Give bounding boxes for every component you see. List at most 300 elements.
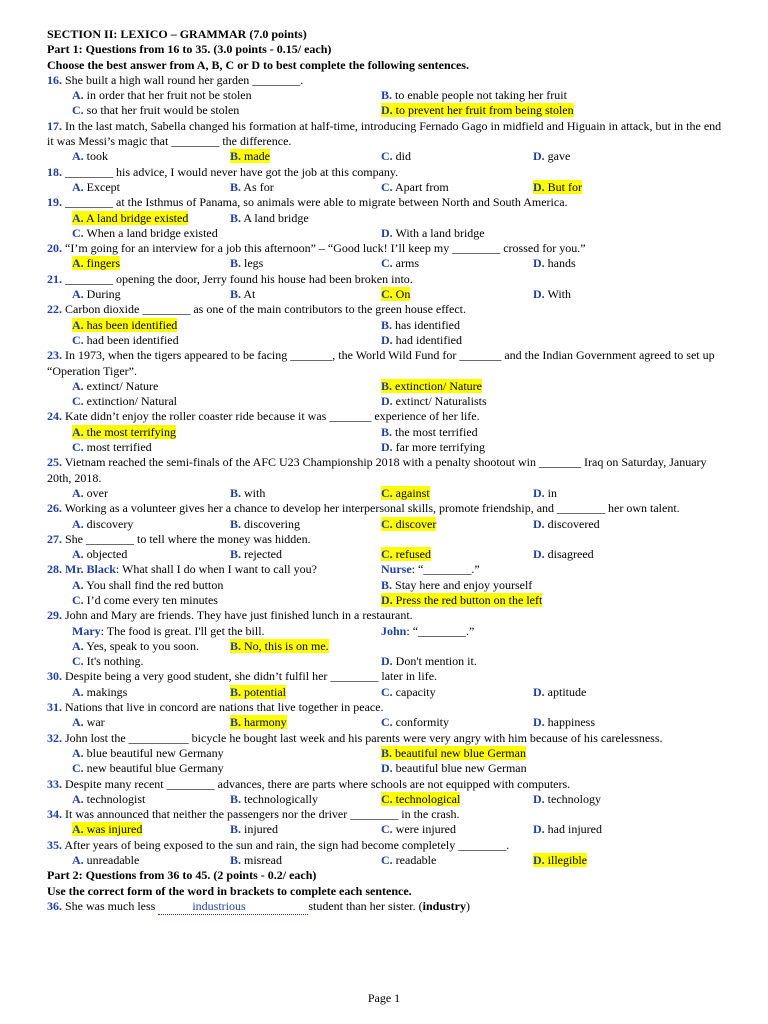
- option-d[interactable]: [381, 333, 462, 348]
- option-text: discovering: [244, 516, 301, 531]
- option-letter: C.: [72, 332, 84, 347]
- option-c[interactable]: [72, 333, 179, 348]
- option-a[interactable]: [72, 715, 105, 730]
- option-letter: C.: [72, 394, 84, 409]
- option-text: Press the red button on the left: [395, 592, 543, 607]
- option-a[interactable]: [72, 287, 121, 302]
- option-b[interactable]: [230, 715, 287, 730]
- option-b[interactable]: [381, 318, 460, 333]
- option-text: happiness: [547, 715, 595, 730]
- option-text: took: [86, 149, 109, 164]
- question-number: 30.: [47, 669, 62, 684]
- option-letter: D.: [533, 149, 545, 164]
- option-text: As for: [243, 179, 274, 194]
- option-d[interactable]: [381, 593, 542, 608]
- question-number: 18.: [47, 164, 62, 179]
- option-text: in order that her fruit not be stolen: [86, 88, 252, 103]
- question-text: She ________ to tell where the money was hidden.: [65, 531, 311, 546]
- question-number: 22.: [47, 302, 62, 317]
- option-d[interactable]: [381, 654, 477, 669]
- question-25: [47, 455, 730, 501]
- question-21: [47, 272, 730, 303]
- option-letter: C.: [381, 822, 393, 837]
- option-letter: A.: [72, 715, 84, 730]
- option-letter: B.: [230, 256, 242, 271]
- option-text: gave: [547, 149, 571, 164]
- option-c[interactable]: [381, 853, 436, 868]
- option-text: readable: [395, 853, 437, 868]
- option-letter: B.: [230, 516, 242, 531]
- question-number: 20.: [47, 241, 62, 256]
- question-24: [47, 409, 730, 455]
- option-b[interactable]: [230, 853, 282, 868]
- option-letter: D.: [381, 225, 393, 240]
- question-text: ________ opening the door, Jerry found his house had been broken into.: [65, 271, 413, 286]
- option-c[interactable]: [72, 761, 224, 776]
- option-a[interactable]: [72, 822, 142, 837]
- option-letter: B.: [381, 745, 393, 760]
- option-d[interactable]: [533, 486, 557, 501]
- question-29: [47, 608, 730, 669]
- option-text: During: [86, 287, 121, 302]
- option-b[interactable]: [381, 379, 482, 394]
- option-text: injured: [244, 822, 279, 837]
- option-letter: D.: [533, 485, 545, 500]
- option-letter: A.: [72, 149, 84, 164]
- option-a[interactable]: [72, 547, 127, 562]
- question-26: [47, 501, 730, 532]
- option-letter: C.: [72, 592, 84, 607]
- option-c[interactable]: [381, 685, 436, 700]
- option-letter: C.: [72, 103, 84, 118]
- option-letter: C.: [381, 547, 393, 562]
- option-letter: D.: [533, 516, 545, 531]
- option-letter: A.: [72, 516, 84, 531]
- option-d[interactable]: [533, 822, 602, 837]
- option-b[interactable]: [230, 792, 318, 807]
- option-text: in: [547, 485, 558, 500]
- option-a[interactable]: [72, 792, 145, 807]
- option-text: technology: [547, 791, 601, 806]
- question-number: 27.: [47, 531, 62, 546]
- option-text: potential: [244, 684, 287, 699]
- option-letter: B.: [230, 149, 242, 164]
- option-text: You shall find the red button: [86, 577, 224, 592]
- option-b[interactable]: [230, 517, 300, 532]
- option-letter: B.: [230, 210, 242, 225]
- question-text: : What shall I do when I want to call you?: [115, 562, 317, 577]
- option-d[interactable]: [533, 547, 594, 562]
- option-b[interactable]: [381, 578, 532, 593]
- option-text: No, this is on me.: [244, 638, 329, 653]
- option-a[interactable]: [72, 256, 120, 271]
- option-a[interactable]: [72, 685, 127, 700]
- question-text: Despite being a very good student, she didn’t fulfil her ________ later in life.: [65, 669, 438, 684]
- option-b[interactable]: [230, 639, 329, 654]
- question-28: [47, 562, 730, 608]
- option-text: with: [244, 485, 266, 500]
- option-letter: D.: [381, 103, 393, 118]
- option-text: refused: [395, 547, 431, 562]
- option-letter: B.: [230, 684, 242, 699]
- option-c[interactable]: [381, 486, 430, 501]
- option-a[interactable]: [72, 425, 176, 440]
- speaker-name: Nurse: [381, 562, 412, 577]
- option-b[interactable]: [230, 149, 270, 164]
- option-letter: C.: [381, 179, 393, 194]
- option-text: illegible: [547, 853, 587, 868]
- page-footer: Page 1: [367, 991, 401, 1005]
- question-number: 25.: [47, 455, 62, 470]
- option-letter: D.: [381, 592, 393, 607]
- option-b[interactable]: [230, 685, 286, 700]
- question-text: Working as a volunteer gives her a chance to develop her interpersonal skills, promote friendship, and ________ her own talent.: [64, 501, 680, 516]
- option-d[interactable]: [533, 792, 601, 807]
- question-text: John lost the __________ bicycle he bought last week and his parents were very angry with him because of his carelessness.: [65, 730, 663, 745]
- option-b[interactable]: [230, 180, 274, 195]
- option-text: technologically: [244, 791, 318, 806]
- question-17: [47, 119, 730, 165]
- part2-instruction: Use the correct form of the word in brackets to complete each sentence.: [47, 883, 412, 898]
- option-letter: C.: [381, 516, 393, 531]
- option-b[interactable]: [381, 425, 478, 440]
- question-number: 35.: [47, 837, 62, 852]
- option-text: But for: [547, 179, 583, 194]
- option-text: A land bridge: [243, 210, 309, 225]
- question-23: [47, 348, 730, 409]
- option-b[interactable]: [230, 256, 263, 271]
- option-text: I’d come every ten minutes: [86, 592, 218, 607]
- option-text: arms: [395, 256, 419, 271]
- option-d[interactable]: [533, 853, 587, 868]
- question-text: In 1973, when the tigers appeared to be facing _______, the World Wild Fund for _______ and the Indian Government agreed to set up “Operation Tiger”.: [47, 348, 715, 378]
- option-text: At: [243, 287, 256, 302]
- option-b[interactable]: [381, 88, 567, 103]
- option-text: far more terrifying: [395, 440, 485, 455]
- option-letter: A.: [72, 822, 84, 837]
- option-d[interactable]: [381, 394, 487, 409]
- option-letter: C.: [381, 853, 393, 868]
- option-d[interactable]: [533, 517, 600, 532]
- question-number: 31.: [47, 700, 62, 715]
- option-letter: C.: [381, 684, 393, 699]
- option-text: disagreed: [547, 547, 594, 562]
- question-text: Despite many recent ________ advances, there are parts where schools are not equipped with computers.: [65, 776, 571, 791]
- option-c[interactable]: [381, 287, 410, 302]
- option-letter: B.: [230, 638, 242, 653]
- question-number: 34.: [47, 807, 62, 822]
- question-22: [47, 302, 730, 348]
- section-title: SECTION II: LEXICO – GRAMMAR (7.0 points): [47, 27, 307, 41]
- option-b[interactable]: [381, 746, 526, 761]
- option-a[interactable]: [72, 180, 120, 195]
- option-text: did: [395, 149, 412, 164]
- option-c[interactable]: [381, 547, 431, 562]
- question-text: She built a high wall round her garden ________.: [65, 72, 304, 87]
- option-a[interactable]: [72, 379, 158, 394]
- question-number: 21.: [47, 271, 62, 286]
- option-d[interactable]: [533, 715, 595, 730]
- option-letter: B.: [230, 547, 242, 562]
- option-text: had identified: [395, 332, 462, 347]
- option-letter: B.: [230, 485, 242, 500]
- question-number: 28.: [47, 562, 62, 577]
- question-19: [47, 195, 730, 241]
- speaker-name: Mr. Black: [65, 562, 116, 577]
- option-text: rejected: [244, 547, 282, 562]
- option-letter: A.: [72, 684, 84, 699]
- option-letter: A.: [72, 638, 84, 653]
- option-letter: D.: [533, 256, 545, 271]
- option-b[interactable]: [230, 486, 265, 501]
- speaker-name: Mary: [72, 623, 101, 638]
- option-d[interactable]: [533, 287, 571, 302]
- question-number: 33.: [47, 776, 62, 791]
- option-d[interactable]: [381, 761, 527, 776]
- option-letter: D.: [533, 179, 545, 194]
- option-letter: A.: [72, 256, 84, 271]
- option-text: beautiful new blue German: [395, 745, 526, 760]
- option-letter: C.: [381, 791, 393, 806]
- option-letter: C.: [72, 225, 84, 240]
- option-letter: D.: [533, 791, 545, 806]
- option-text: misread: [244, 853, 283, 868]
- question-number: 23.: [47, 348, 62, 363]
- part2-title: Part 2: Questions from 36 to 45. (2 points - 0.2/ each): [47, 868, 317, 883]
- option-text: fingers: [86, 256, 120, 271]
- option-text: It's nothing.: [86, 654, 144, 669]
- question-text: ________ at the Isthmus of Panama, so animals were able to migrate between North and South America.: [65, 195, 568, 210]
- option-c[interactable]: [381, 822, 456, 837]
- question-number: 29.: [47, 608, 62, 623]
- option-letter: D.: [533, 822, 545, 837]
- option-letter: D.: [533, 715, 545, 730]
- option-letter: B.: [230, 853, 242, 868]
- question-text: “I’m going for an interview for a job this afternoon” – “Good luck! I’ll keep my ________ crossed for you.”: [65, 241, 586, 256]
- question-30: [47, 669, 730, 700]
- question-text: ________ his advice, I would never have got the job at this company.: [65, 164, 399, 179]
- question-text: It was announced that neither the passengers nor the driver ________ in the crash.: [65, 807, 460, 822]
- option-letter: C.: [381, 256, 393, 271]
- option-letter: B.: [381, 317, 393, 332]
- option-letter: A.: [72, 210, 84, 225]
- option-letter: A.: [72, 287, 84, 302]
- option-b[interactable]: [230, 211, 309, 226]
- option-d[interactable]: [533, 149, 570, 164]
- option-text: had been identified: [86, 332, 179, 347]
- option-d[interactable]: [533, 685, 586, 700]
- option-c[interactable]: [72, 654, 144, 669]
- option-text: discovered: [547, 516, 600, 531]
- option-text: blue beautiful new Germany: [86, 745, 224, 760]
- option-text: When a land bridge existed: [86, 225, 218, 240]
- option-text: Except: [86, 179, 120, 194]
- option-text: were injured: [395, 822, 456, 837]
- question-number: 26.: [47, 501, 62, 516]
- option-text: over: [86, 485, 108, 500]
- option-c[interactable]: [72, 103, 239, 118]
- option-letter: B.: [230, 287, 242, 302]
- option-c[interactable]: [72, 440, 152, 455]
- option-letter: A.: [72, 791, 84, 806]
- option-a[interactable]: [72, 517, 133, 532]
- option-letter: C.: [72, 761, 84, 776]
- option-a[interactable]: [72, 486, 108, 501]
- option-letter: B.: [381, 88, 393, 103]
- option-text: With a land bridge: [395, 225, 485, 240]
- option-text: the most terrified: [395, 424, 478, 439]
- question-text: Nations that live in concord are nations that live together in peace.: [65, 700, 384, 715]
- option-text: against: [395, 485, 430, 500]
- option-d[interactable]: [381, 440, 485, 455]
- option-letter: D.: [381, 654, 393, 669]
- option-b[interactable]: [230, 547, 282, 562]
- option-text: legs: [244, 256, 264, 271]
- question-31: [47, 700, 730, 731]
- question-text: She was much less: [65, 898, 156, 913]
- option-text: harmony: [244, 715, 287, 730]
- option-text: makings: [86, 684, 128, 699]
- option-text: to prevent her fruit from being stolen: [395, 103, 574, 118]
- option-text: With: [547, 287, 571, 302]
- option-text: new beautiful blue Germany: [86, 761, 224, 776]
- option-text: had injured: [547, 822, 602, 837]
- option-letter: C.: [381, 287, 393, 302]
- option-text: war: [86, 715, 105, 730]
- option-text: has identified: [395, 317, 460, 332]
- close-paren: ): [466, 898, 470, 913]
- option-text: objected: [86, 547, 128, 562]
- option-text: to enable people not taking her fruit: [395, 88, 567, 103]
- option-letter: A.: [72, 378, 84, 393]
- question-text: Carbon dioxide ________ as one of the main contributors to the green house effect.: [65, 302, 467, 317]
- option-text: beautiful blue new German: [395, 761, 527, 776]
- option-text: discover: [395, 516, 437, 531]
- question-text: After years of being exposed to the sun and rain, the sign had become completely ________.: [64, 837, 510, 852]
- option-d[interactable]: [381, 103, 574, 118]
- question-27: [47, 532, 730, 563]
- option-text: extinction/ Natural: [86, 394, 177, 409]
- question-number: 16.: [47, 72, 62, 87]
- option-c[interactable]: [381, 180, 449, 195]
- option-a[interactable]: [72, 88, 252, 103]
- option-d[interactable]: [533, 180, 582, 195]
- question-text-after: student than her sister. (: [308, 898, 423, 913]
- option-letter: A.: [72, 424, 84, 439]
- answer-blank: [158, 899, 308, 915]
- option-text: was injured: [86, 822, 143, 837]
- option-text: Stay here and enjoy yourself: [395, 577, 533, 592]
- option-a[interactable]: [72, 578, 223, 593]
- question-32: [47, 731, 730, 777]
- question-20: [47, 241, 730, 272]
- option-text: most terrified: [86, 440, 152, 455]
- option-letter: A.: [72, 485, 84, 500]
- option-b[interactable]: [230, 287, 255, 302]
- option-letter: A.: [72, 317, 84, 332]
- option-c[interactable]: [381, 149, 411, 164]
- question-text: Vietnam reached the semi-finals of the AFC U23 Championship 2018 with a penalty shootout win _______ Iraq on Saturday, January 20th, 2018.: [47, 455, 707, 485]
- option-text: aptitude: [547, 684, 587, 699]
- option-d[interactable]: [533, 256, 576, 271]
- option-a[interactable]: [72, 149, 108, 164]
- option-letter: C.: [72, 440, 84, 455]
- option-text: made: [244, 149, 271, 164]
- part1-instruction: Choose the best answer from A, B, C or D to best complete the following sentences.: [47, 57, 469, 72]
- option-c[interactable]: [72, 593, 218, 608]
- option-letter: A.: [72, 179, 84, 194]
- option-letter: D.: [533, 547, 545, 562]
- option-letter: A.: [72, 88, 84, 103]
- question-number: 17.: [47, 118, 62, 133]
- option-c[interactable]: [72, 226, 218, 241]
- option-letter: B.: [381, 424, 393, 439]
- option-letter: A.: [72, 547, 84, 562]
- option-letter: B.: [230, 791, 242, 806]
- option-a[interactable]: [72, 318, 177, 333]
- dialogue-text: : “________.”: [406, 623, 475, 638]
- option-letter: D.: [381, 440, 393, 455]
- option-letter: C.: [381, 149, 393, 164]
- keyword: industry: [422, 898, 466, 913]
- question-list: [47, 73, 730, 868]
- question-16: [47, 73, 730, 119]
- question-number: 19.: [47, 195, 62, 210]
- option-letter: B.: [230, 179, 242, 194]
- option-a[interactable]: [72, 211, 188, 226]
- option-c[interactable]: [381, 715, 449, 730]
- option-text: so that her fruit would be stolen: [86, 103, 240, 118]
- option-letter: D.: [381, 332, 393, 347]
- page-content: [47, 27, 730, 915]
- option-letter: A.: [72, 745, 84, 760]
- option-text: the most terrifying: [86, 424, 176, 439]
- question-35: [47, 838, 730, 869]
- option-text: Yes, speak to you soon.: [86, 638, 200, 653]
- option-a[interactable]: [72, 639, 199, 654]
- option-c[interactable]: [72, 394, 177, 409]
- question-text: In the last match, Sabella changed his formation at half-time, introducing Fernado Gago in midfield and Higuain in attack, but in the end it was Messi’s magic that ________ the difference.: [47, 118, 722, 149]
- option-a[interactable]: [72, 746, 224, 761]
- option-text: Don't mention it.: [395, 654, 477, 669]
- option-d[interactable]: [381, 226, 485, 241]
- option-text: technologist: [86, 791, 146, 806]
- option-b[interactable]: [230, 822, 278, 837]
- option-text: technological: [395, 791, 461, 806]
- option-text: conformity: [395, 715, 449, 730]
- question-34: [47, 807, 730, 838]
- question-text: : “________.”: [411, 562, 480, 577]
- option-text: Apart from: [395, 179, 449, 194]
- option-c[interactable]: [381, 256, 419, 271]
- option-letter: B.: [230, 822, 242, 837]
- option-a[interactable]: [72, 853, 139, 868]
- option-letter: D.: [533, 287, 545, 302]
- question-text: Kate didn’t enjoy the roller coaster ride because it was _______ experience of her life.: [65, 409, 480, 424]
- question-text: John and Mary are friends. They have just finished lunch in a restaurant.: [65, 608, 413, 623]
- option-letter: A.: [72, 577, 84, 592]
- option-text: extinction/ Nature: [395, 378, 482, 393]
- question-number: 36.: [47, 898, 62, 913]
- option-c[interactable]: [381, 517, 436, 532]
- option-letter: D.: [381, 761, 393, 776]
- question-33: [47, 777, 730, 808]
- option-text: discovery: [86, 516, 134, 531]
- question-number: 32.: [47, 730, 62, 745]
- option-letter: D.: [533, 853, 545, 868]
- part1-title: Part 1: Questions from 16 to 35. (3.0 points - 0.15/ each): [47, 42, 332, 57]
- option-c[interactable]: [381, 792, 460, 807]
